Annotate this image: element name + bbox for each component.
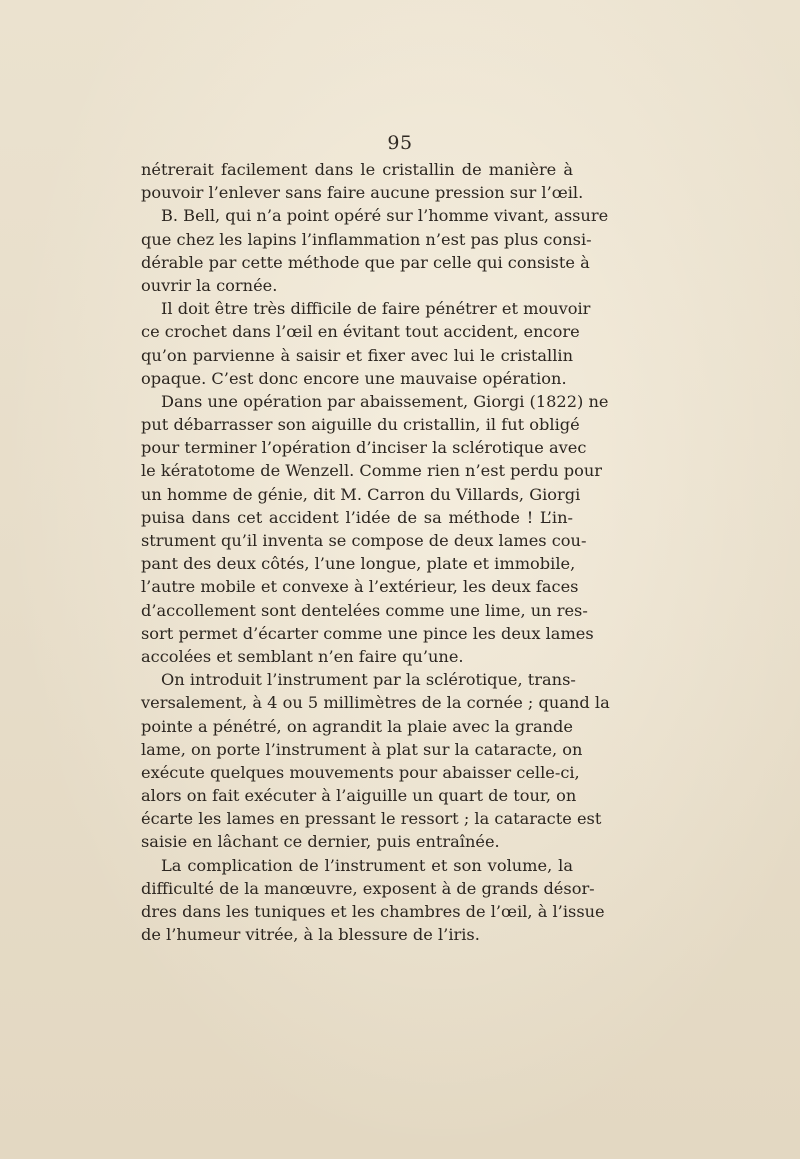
text-line: Dans une opération par abaissement, Giorgi (1822) ne [161, 391, 609, 411]
text-line: alors on fait exécuter à l’aiguille un quart de tour, on [141, 786, 577, 806]
text-line: un homme de génie, dit M. Carron du Villards, Giorgi [141, 484, 581, 504]
text-line: ouvrir la cornée. [141, 275, 278, 295]
text-line: d’accollement sont dentelées comme une lime, un res- [141, 600, 588, 620]
text-line: que chez les lapins l’inflammation n’est pas plus consi- [141, 229, 592, 249]
text-line: le kératotome de Wenzell. Comme rien n’est perdu pour [141, 461, 603, 481]
text-line: pant des deux côtés, l’une longue, plate et immobile, [141, 554, 576, 574]
text-line: Il doit être très difficile de faire pénétrer et mouvoir [161, 299, 591, 319]
text-line: exécute quelques mouvements pour abaisser celle-ci, [141, 762, 580, 782]
text-line: dérable par cette méthode que par celle qui consiste à [141, 252, 590, 272]
page-number: 95 [387, 132, 413, 154]
text-line: opaque. C’est donc encore une mauvaise opération. [141, 368, 567, 388]
text-line: qu’on parvienne à saisir et fixer avec lui le cristallin [141, 345, 573, 365]
body-text [141, 158, 610, 946]
text-line: put débarrasser son aiguille du cristallin, il fut obligé [141, 415, 580, 435]
text-line: ce crochet dans l’œil en évitant tout accident, encore [141, 322, 580, 342]
text-line: pouvoir l’enlever sans faire aucune pression sur l’œil. [141, 183, 584, 203]
text-line: sort permet d’écarter comme une pince les deux lames [141, 623, 594, 643]
text-line: l’autre mobile et convexe à l’extérieur, les deux faces [141, 577, 579, 597]
text-line: lame, on porte l’instrument à plat sur la cataracte, on [141, 739, 583, 759]
text-line: saisie en lâchant ce dernier, puis entraînée. [141, 832, 500, 852]
text-line: nétrerait facilement dans le cristallin de manière à [141, 160, 573, 179]
text-line: écarte les lames en pressant le ressort ; la cataracte est [141, 809, 602, 829]
text-line: difficulté de la manœuvre, exposent à de grands désor- [141, 878, 595, 898]
text-line: On introduit l’instrument par la sclérotique, trans- [161, 670, 576, 690]
text-line: accolées et semblant n’en faire qu’une. [141, 646, 464, 666]
text-line: puisa dans cet accident l’idée de sa méthode ! L’in- [141, 507, 573, 527]
text-line: pour terminer l’opération d’inciser la sclérotique avec [141, 438, 587, 458]
text-line: de l’humeur vitrée, à la blessure de l’iris. [141, 925, 480, 945]
text-line: La complication de l’instrument et son volume, la [161, 855, 573, 875]
text-line: B. Bell, qui n’a point opéré sur l’homme vivant, assure [161, 206, 609, 226]
text-line: pointe a pénétré, on agrandit la plaie avec la grande [141, 716, 573, 736]
text-line: strument qu’il inventa se compose de deux lames cou- [141, 531, 587, 550]
text-line: versalement, à 4 ou 5 millimètres de la cornée ; quand la [141, 693, 610, 713]
text-line: dres dans les tuniques et les chambres de l’œil, à l’issue [141, 902, 605, 921]
